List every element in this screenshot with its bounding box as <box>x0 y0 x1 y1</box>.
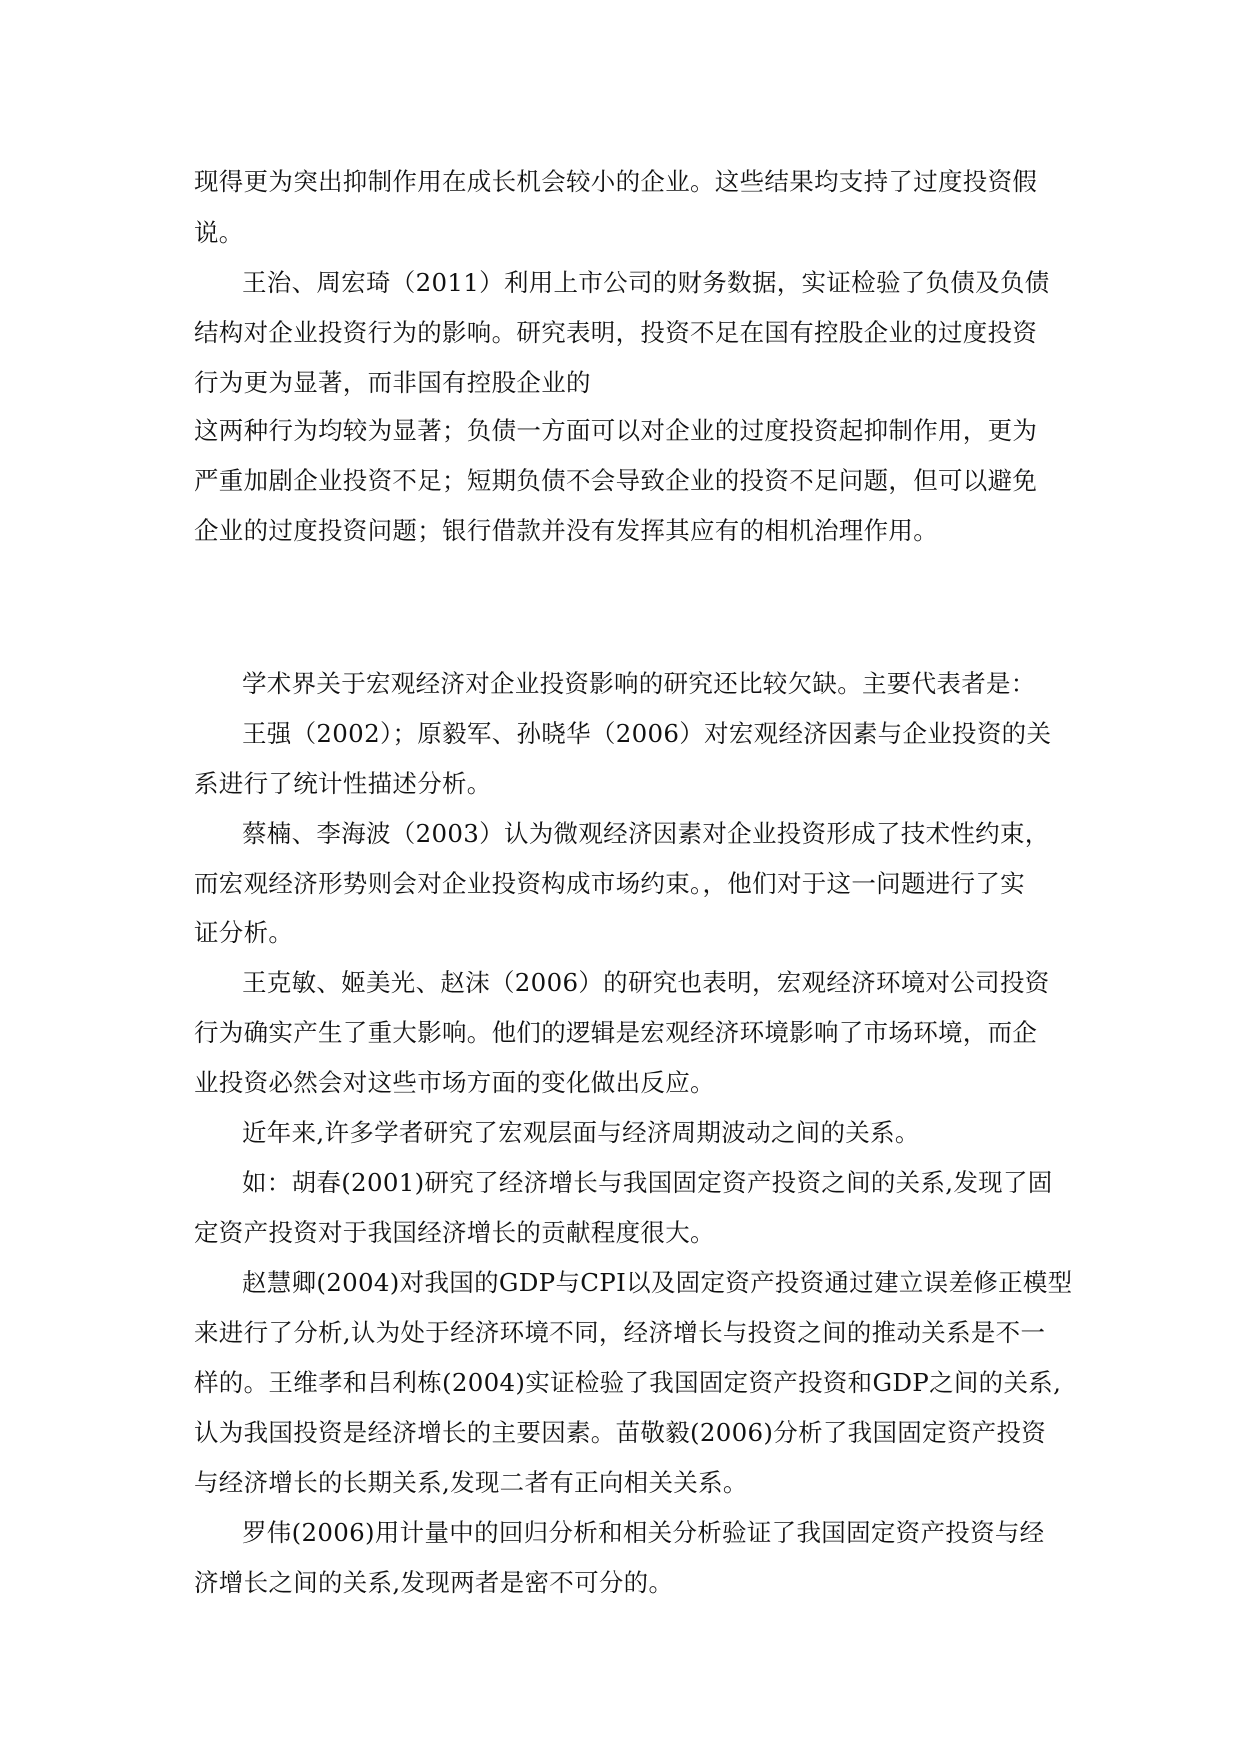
text-line: 定资产投资对于我国经济增长的贡献程度很大。 <box>194 1218 715 1247</box>
text-line: 样的。王维孝和吕利栋(2004)实证检验了我国固定资产投资和GDP之间的关系, <box>194 1368 1062 1397</box>
text-line: 王强（2002）；原毅军、孙晓华（2006）对宏观经济因素与企业投资的关 <box>242 719 1052 748</box>
text-line: 赵慧卿(2004)对我国的GDP与CPI以及固定资产投资通过建立误差修正模型 <box>242 1268 1073 1297</box>
text-line: 蔡楠、李海波（2003）认为微观经济因素对企业投资形成了技术性约束， <box>242 819 1050 848</box>
text-line: 严重加剧企业投资不足；短期负债不会导致企业的投资不足问题，但可以避免 <box>194 466 1038 495</box>
text-line: 行为更为显著，而非国有控股企业的 <box>194 368 591 397</box>
text-line: 王治、周宏琦（2011）利用上市公司的财务数据，实证检验了负债及负债 <box>242 268 1050 297</box>
text-line: 济增长之间的关系,发现两者是密不可分的。 <box>194 1568 674 1597</box>
text-line: 认为我国投资是经济增长的主要因素。苗敬毅(2006)分析了我国固定资产投资 <box>194 1418 1047 1447</box>
text-line: 王克敏、姬美光、赵沫（2006）的研究也表明，宏观经济环境对公司投资 <box>242 968 1050 997</box>
text-line: 如：胡春(2001)研究了经济增长与我国固定资产投资之间的关系,发现了固 <box>242 1168 1053 1197</box>
text-line: 企业的过度投资问题；银行借款并没有发挥其应有的相机治理作用。 <box>194 516 938 545</box>
text-line: 与经济增长的长期关系,发现二者有正向相关关系。 <box>194 1468 748 1497</box>
text-line: 学术界关于宏观经济对企业投资影响的研究还比较欠缺。主要代表者是： <box>242 669 1036 698</box>
text-line: 说。 <box>194 218 244 247</box>
text-line: 这两种行为均较为显著；负债一方面可以对企业的过度投资起抑制作用，更为 <box>194 416 1038 445</box>
text-line: 行为确实产生了重大影响。他们的逻辑是宏观经济环境影响了市场环境，而企 <box>194 1018 1038 1047</box>
text-line: 系进行了统计性描述分析。 <box>194 769 492 798</box>
text-line: 证分析。 <box>194 918 294 947</box>
text-line: 来进行了分析,认为处于经济环境不同，经济增长与投资之间的推动关系是不一 <box>194 1318 1046 1347</box>
text-line: 而宏观经济形势则会对企业投资构成市场约束。，他们对于这一问题进行了实 <box>194 869 1025 898</box>
text-line: 业投资必然会对这些市场方面的变化做出反应。 <box>194 1068 715 1097</box>
text-line: 近年来,许多学者研究了宏观层面与经济周期波动之间的关系。 <box>242 1118 920 1147</box>
text-line: 现得更为突出抑制作用在成长机会较小的企业。这些结果均支持了过度投资假 <box>194 167 1038 196</box>
text-line: 罗伟(2006)用计量中的回归分析和相关分析验证了我国固定资产投资与经 <box>242 1518 1045 1547</box>
text-line: 结构对企业投资行为的影响。研究表明，投资不足在国有控股企业的过度投资 <box>194 318 1038 347</box>
